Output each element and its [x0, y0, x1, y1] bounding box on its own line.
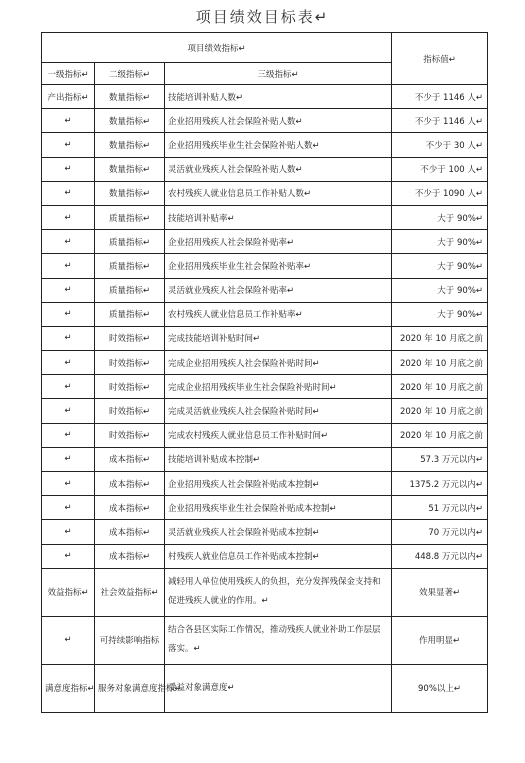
level2-cell: 时效指标↵	[95, 351, 165, 375]
level2-cell: 质量指标↵	[95, 205, 165, 229]
level3-cell: 农村残疾人就业信息员工作补贴人数↵	[165, 181, 392, 205]
level2-cell: 质量指标↵	[95, 278, 165, 302]
table-row	[42, 375, 488, 399]
header-group-cell: 项目绩效指标↵	[42, 33, 392, 63]
level3-cell: 减轻用人单位使用残疾人的负担，充分发挥残保金支持和促进残疾人就业的作用。↵	[165, 568, 392, 616]
level2-cell: 服务对象满意度指标↵	[95, 664, 165, 712]
page-title: 项目绩效目标表↵	[195, 8, 330, 26]
table-row	[42, 568, 488, 616]
table-row	[42, 664, 488, 712]
table-row	[42, 181, 488, 205]
level1-cell: ↵	[42, 230, 95, 254]
level2-cell: 时效指标↵	[95, 375, 165, 399]
table-row	[42, 496, 488, 520]
level1-cell: ↵	[42, 181, 95, 205]
table-row	[42, 254, 488, 278]
level1-cell: 满意度指标↵	[42, 664, 95, 712]
value-cell: 大于 90%↵	[392, 278, 488, 302]
table-row	[42, 133, 488, 157]
level1-cell: ↵	[42, 496, 95, 520]
table-row	[42, 302, 488, 326]
level3-cell: 完成技能培训补贴时间↵	[165, 326, 392, 350]
level2-cell: 质量指标↵	[95, 302, 165, 326]
table-row	[42, 351, 488, 375]
level2-cell: 数量指标↵	[95, 85, 165, 109]
value-cell: 90%以上↵	[392, 664, 488, 712]
level3-cell: 完成企业招用残疾人社会保险补贴时间↵	[165, 351, 392, 375]
value-cell: 2020 年 10 月底之前	[392, 351, 488, 375]
level1-cell: ↵	[42, 326, 95, 350]
level2-cell: 成本指标↵	[95, 520, 165, 544]
level3-cell: 企业招用残疾人社会保险补贴人数↵	[165, 109, 392, 133]
level1-cell: ↵	[42, 472, 95, 496]
performance-goal-table	[41, 32, 488, 713]
value-cell: 51 万元以内↵	[392, 496, 488, 520]
level2-cell: 成本指标↵	[95, 544, 165, 568]
level2-cell: 成本指标↵	[95, 496, 165, 520]
level3-cell: 灵活就业残疾人社会保险补贴成本控制↵	[165, 520, 392, 544]
level3-cell: 技能培训补贴人数↵	[165, 85, 392, 109]
value-cell: 2020 年 10 月底之前	[392, 375, 488, 399]
value-cell: 不少于 1146 人↵	[392, 85, 488, 109]
table-row	[42, 544, 488, 568]
table-row	[42, 472, 488, 496]
level1-cell: 效益指标↵	[42, 568, 95, 616]
level3-cell: 技能培训补贴率↵	[165, 205, 392, 229]
table-row	[42, 616, 488, 664]
level3-cell: 受益对象满意度↵	[165, 664, 392, 712]
level2-cell: 数量指标↵	[95, 109, 165, 133]
value-cell: 1375.2 万元以内↵	[392, 472, 488, 496]
level3-cell: 结合各县区实际工作情况，推动残疾人就业补助工作层层落实。↵	[165, 616, 392, 664]
value-cell: 大于 90%↵	[392, 205, 488, 229]
header-value-cell: 指标值↵	[392, 33, 488, 85]
value-cell: 448.8 万元以内↵	[392, 544, 488, 568]
level1-cell: ↵	[42, 520, 95, 544]
level1-cell: ↵	[42, 544, 95, 568]
level3-cell: 企业招用残疾毕业生社会保险补贴人数↵	[165, 133, 392, 157]
level1-cell: ↵	[42, 254, 95, 278]
level1-cell: 产出指标↵	[42, 85, 95, 109]
level2-cell: 时效指标↵	[95, 423, 165, 447]
header-level3-cell: 三级指标↵	[165, 63, 392, 85]
table-row	[42, 520, 488, 544]
header-row-1	[42, 33, 488, 63]
table-row	[42, 326, 488, 350]
level1-cell: ↵	[42, 423, 95, 447]
level2-cell: 数量指标↵	[95, 133, 165, 157]
level3-cell: 企业招用残疾毕业生社会保险补贴率↵	[165, 254, 392, 278]
level1-cell: ↵	[42, 278, 95, 302]
level2-cell: 时效指标↵	[95, 326, 165, 350]
value-cell: 不少于 30 人↵	[392, 133, 488, 157]
value-cell: 不少于 1090 人↵	[392, 181, 488, 205]
value-cell: 2020 年 10 月底之前	[392, 423, 488, 447]
level1-cell: ↵	[42, 133, 95, 157]
value-cell: 作用明显↵	[392, 616, 488, 664]
value-cell: 大于 90%↵	[392, 302, 488, 326]
level1-cell: ↵	[42, 616, 95, 664]
table-row	[42, 447, 488, 471]
level3-cell: 农村残疾人就业信息员工作补贴率↵	[165, 302, 392, 326]
level3-cell: 完成企业招用残疾毕业生社会保险补贴时间↵	[165, 375, 392, 399]
table-row	[42, 85, 488, 109]
level3-cell: 完成灵活就业残疾人社会保险补贴时间↵	[165, 399, 392, 423]
value-cell: 2020 年 10 月底之前	[392, 399, 488, 423]
header-level1-cell: 一级指标↵	[42, 63, 95, 85]
level1-cell: ↵	[42, 351, 95, 375]
table-row	[42, 399, 488, 423]
level2-cell: 社会效益指标↵	[95, 568, 165, 616]
level1-cell: ↵	[42, 375, 95, 399]
table-row	[42, 230, 488, 254]
level1-cell: ↵	[42, 447, 95, 471]
level3-cell: 村残疾人就业信息员工作补贴成本控制↵	[165, 544, 392, 568]
table-row	[42, 205, 488, 229]
level3-cell: 灵活就业残疾人社会保险补贴人数↵	[165, 157, 392, 181]
level2-cell: 质量指标↵	[95, 230, 165, 254]
table-row	[42, 423, 488, 447]
value-cell: 57.3 万元以内↵	[392, 447, 488, 471]
value-cell: 不少于 1146 人↵	[392, 109, 488, 133]
table-row	[42, 157, 488, 181]
level1-cell: ↵	[42, 109, 95, 133]
level1-cell: ↵	[42, 302, 95, 326]
level3-cell: 灵活就业残疾人社会保险补贴率↵	[165, 278, 392, 302]
value-cell: 效果显著↵	[392, 568, 488, 616]
level2-cell: 成本指标↵	[95, 472, 165, 496]
level1-cell: ↵	[42, 205, 95, 229]
performance-table-container	[41, 32, 487, 713]
value-cell: 大于 90%↵	[392, 254, 488, 278]
level3-cell: 企业招用残疾毕业生社会保险补贴成本控制↵	[165, 496, 392, 520]
value-cell: 不少于 100 人↵	[392, 157, 488, 181]
table-row	[42, 278, 488, 302]
level2-cell: 数量指标↵	[95, 157, 165, 181]
level3-cell: 技能培训补贴成本控制↵	[165, 447, 392, 471]
level2-cell: 成本指标↵	[95, 447, 165, 471]
value-cell: 大于 90%↵	[392, 230, 488, 254]
table-row	[42, 109, 488, 133]
level2-cell: 质量指标↵	[95, 254, 165, 278]
level3-cell: 企业招用残疾人社会保险补贴成本控制↵	[165, 472, 392, 496]
value-cell: 70 万元以内↵	[392, 520, 488, 544]
header-level2-cell: 二级指标↵	[95, 63, 165, 85]
level3-cell: 企业招用残疾人社会保险补贴率↵	[165, 230, 392, 254]
level1-cell: ↵	[42, 399, 95, 423]
level3-cell: 完成农村残疾人就业信息员工作补贴时间↵	[165, 423, 392, 447]
value-cell: 2020 年 10 月底之前	[392, 326, 488, 350]
level1-cell: ↵	[42, 157, 95, 181]
level2-cell: 数量指标↵	[95, 181, 165, 205]
level2-cell: 可持续影响指标	[95, 616, 165, 664]
level2-cell: 时效指标↵	[95, 399, 165, 423]
